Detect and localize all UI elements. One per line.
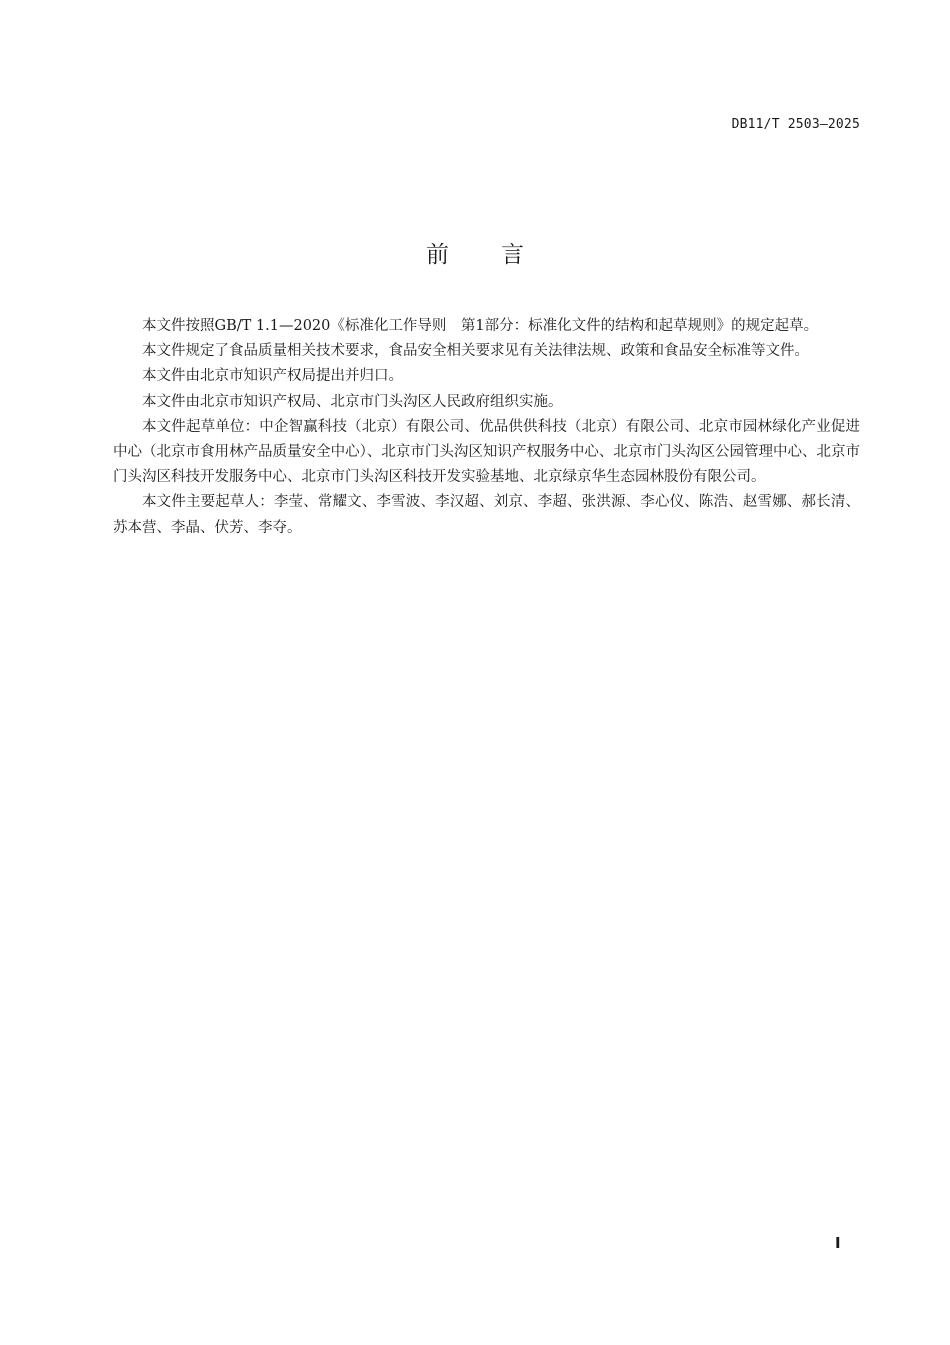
paragraph-drafting-rules: 本文件按照GB/T 1.1—2020《标准化工作导则 第1部分：标准化文件的结构和起草规则》的规定起草。: [142, 318, 819, 334]
paragraph-proposer: 本文件由北京市知识产权局提出并归口。: [142, 368, 403, 385]
paragraph-scope: 本文件规定了食品质量相关技术要求，食品安全相关要求见有关法律法规、政策和食品安全标准等文件。: [142, 343, 809, 360]
document-code: DB11/T 2503—2025: [731, 117, 860, 132]
page-title: 前言: [426, 242, 576, 268]
paragraph-drafters: 本文件主要起草人：李莹、常耀文、李雪波、李汉超、刘京、李超、张洪源、李心仪、陈浩、赵雪娜、郝长清、苏本营、李晶、伏芳、李夺。: [113, 494, 860, 536]
paragraph-implementer: 本文件由北京市知识产权局、北京市门头沟区人民政府组织实施。: [142, 393, 563, 410]
paragraph-drafting-units: 本文件起草单位：中企智赢科技（北京）有限公司、优品供供科技（北京）有限公司、北京市园林绿化产业促进中心（北京市食用林产品质量安全中心）、北京市门头沟区知识产权服务中心、北京市门头沟区公园管理中心、北京市门头沟区科技开发服务中心、北京市门头沟区科技开发实验基地、北京绿京华生态园林股份有限公司。: [113, 418, 860, 486]
foreword-body: [113, 314, 860, 541]
page-number: I: [835, 1234, 841, 1252]
